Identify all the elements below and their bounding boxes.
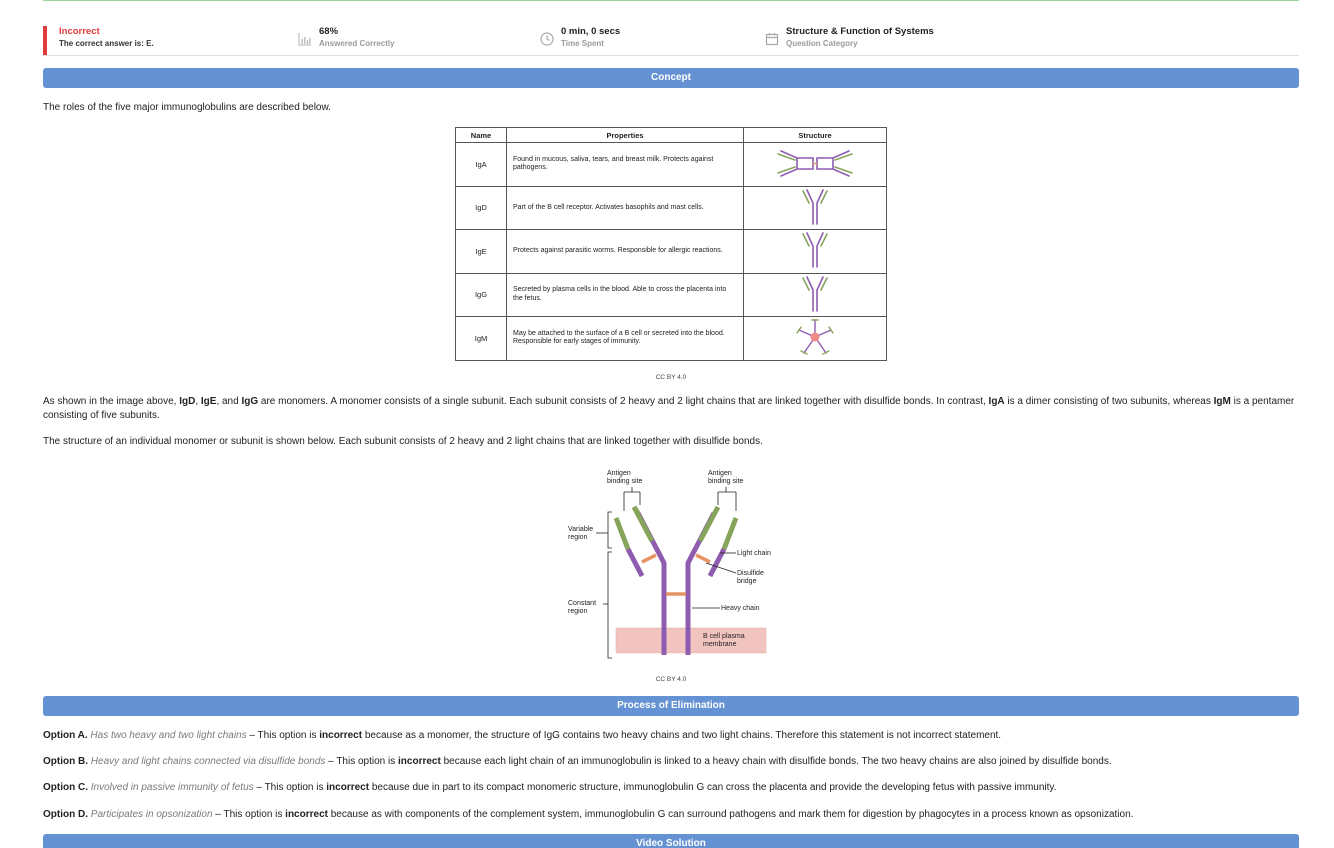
option-c-explanation: Option C. Involved in passive immunity of fetus – This option is incorrect because due in part to its compact monomeric structure, immunoglobulin G can cross the placenta and provide the developing fetus with passive immunity. bbox=[43, 782, 1057, 793]
calendar-icon bbox=[765, 32, 779, 46]
table-header-properties: Properties bbox=[507, 128, 744, 143]
image-credit: CC BY 4.0 bbox=[655, 374, 687, 381]
percent-label: Answered Correctly bbox=[319, 39, 395, 48]
label-antigen-left-1: Antigen bbox=[607, 470, 631, 477]
correct-answer-text: The correct answer is: E. bbox=[59, 39, 154, 48]
result-label: Incorrect bbox=[59, 26, 100, 37]
label-variable-1: Variable bbox=[568, 526, 594, 533]
label-antigen-right-2: binding site bbox=[708, 478, 744, 485]
category-value: Structure & Function of Systems bbox=[786, 26, 934, 37]
membrane-rect bbox=[616, 628, 766, 653]
result-cell bbox=[59, 26, 154, 55]
incorrect-indicator bbox=[43, 26, 47, 55]
table-row bbox=[456, 230, 887, 274]
ig-properties: Found in mucous, saliva, tears, and breast milk. Protects against pathogens. bbox=[507, 143, 744, 187]
table-header-name: Name bbox=[456, 128, 507, 143]
ig-properties: Secreted by plasma cells in the blood. Able to cross the placenta into the fetus. bbox=[507, 273, 744, 317]
label-membrane-2: membrane bbox=[703, 641, 737, 648]
percent-cell bbox=[298, 26, 395, 55]
clock-icon bbox=[540, 32, 554, 46]
label-membrane-1: B cell plasma bbox=[703, 633, 745, 640]
option-d-explanation: Option D. Participates in opsonization – This option is incorrect because as with components of the complement system, immunoglobulin G can surround pathogens and mark them for digestion by phagocytes in a process known as opsonization. bbox=[43, 809, 1134, 820]
ig-name: IgD bbox=[456, 186, 507, 230]
label-variable-2: region bbox=[568, 534, 588, 541]
igd-monomer-image bbox=[744, 186, 887, 230]
ig-properties: Protects against parasitic worms. Responsible for allergic reactions. bbox=[507, 230, 744, 274]
video-solution-header[interactable]: Video Solution bbox=[43, 834, 1299, 848]
bar-chart-icon bbox=[298, 32, 312, 46]
category-cell bbox=[765, 26, 934, 55]
igg-monomer-image bbox=[744, 273, 887, 317]
ig-name: IgG bbox=[456, 273, 507, 317]
igm-pentamer-image bbox=[744, 317, 887, 361]
label-constant-2: region bbox=[568, 608, 588, 615]
label-light-chain: Light chain bbox=[737, 550, 771, 557]
label-antigen-left-2: binding site bbox=[607, 478, 643, 485]
structure-explanation: The structure of an individual monomer or subunit is shown below. Each subunit consists of 2 heavy and 2 light chains that are linked together with disulfide bonds. bbox=[43, 436, 763, 447]
ig-name: IgE bbox=[456, 230, 507, 274]
table-row bbox=[456, 317, 887, 361]
percent-value: 68% bbox=[319, 26, 339, 37]
label-heavy-chain: Heavy chain bbox=[721, 605, 760, 612]
top-divider bbox=[43, 0, 1299, 1]
category-label: Question Category bbox=[786, 39, 858, 48]
table-row bbox=[456, 143, 887, 187]
label-constant-1: Constant bbox=[568, 600, 597, 607]
table-row bbox=[456, 273, 887, 317]
iga-dimer-image bbox=[744, 143, 887, 187]
diagram-credit: CC BY 4.0 bbox=[655, 676, 687, 683]
result-status-bar bbox=[43, 26, 1299, 56]
antibody-structure-diagram bbox=[560, 463, 790, 663]
label-disulfide-1: Disulfide bbox=[737, 570, 764, 577]
elimination-header: Process of Elimination bbox=[43, 696, 1299, 716]
option-a-explanation: Option A. Has two heavy and two light chains – This option is incorrect because as a monomer, the structure of IgG contains two heavy chains and two light chains. Therefore this statement is not incorrect statement. bbox=[43, 730, 1002, 741]
time-value: 0 min, 0 secs bbox=[561, 26, 621, 37]
option-b-explanation: Option B. Heavy and light chains connected via disulfide bonds – This option is incorrect because each light chain of an immunoglobulin is linked to a heavy chain with disulfide bonds. The two heavy chains are also joined by disulfide bonds. bbox=[43, 756, 1112, 767]
time-label: Time Spent bbox=[561, 39, 604, 48]
ig-name: IgA bbox=[456, 143, 507, 187]
concept-header: Concept bbox=[43, 68, 1299, 88]
ige-monomer-image bbox=[744, 230, 887, 274]
concept-intro: The roles of the five major immunoglobulins are described below. bbox=[43, 102, 331, 113]
ig-properties: May be attached to the surface of a B cell or secreted into the blood. Responsible for early stages of immunity. bbox=[507, 317, 744, 361]
monomer-explanation: As shown in the image above, IgD, IgE, and IgG are monomers. A monomer consists of a single subunit. Each subunit consists of 2 heavy and 2 light chains that are linked together with disulfide bonds. In contrast, IgA is a dimer consisting of two subunits, whereas IgM is a pentamer consisting of five subunits. bbox=[43, 396, 1295, 421]
ig-properties: Part of the B cell receptor. Activates basophils and mast cells. bbox=[507, 186, 744, 230]
label-disulfide-2: bridge bbox=[737, 578, 757, 585]
table-row bbox=[456, 186, 887, 230]
label-antigen-right-1: Antigen bbox=[708, 470, 732, 477]
time-cell bbox=[540, 26, 620, 55]
table-header-structure: Structure bbox=[744, 128, 887, 143]
ig-name: IgM bbox=[456, 317, 507, 361]
table-header-row bbox=[456, 128, 887, 143]
immunoglobulin-table bbox=[455, 127, 887, 361]
